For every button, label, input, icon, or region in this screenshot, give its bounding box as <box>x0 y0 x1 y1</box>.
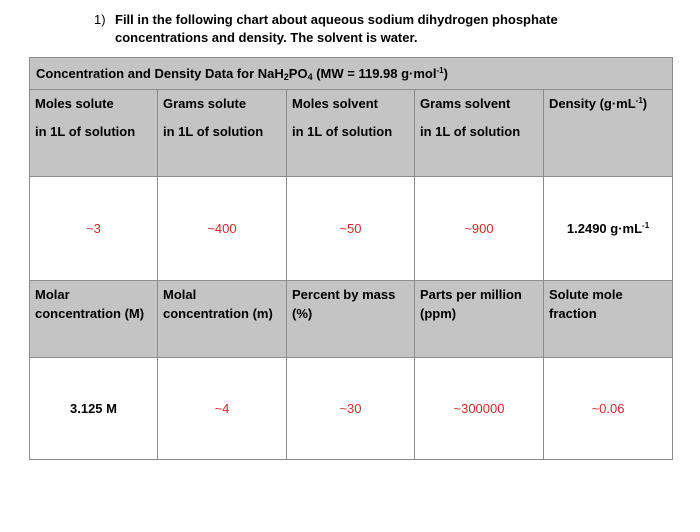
header-density-end: ) <box>642 96 648 111</box>
value-density-text: 1.2490 g·mL <box>566 221 643 236</box>
value-grams-solvent: ~900 <box>415 177 544 281</box>
value-percent-by-mass: ~30 <box>287 358 415 460</box>
value-solute-mole-fraction: ~0.06 <box>544 358 673 460</box>
table-title-superscript: -1 <box>436 66 444 75</box>
question-number: 1) <box>94 12 106 27</box>
values-row-1 <box>30 177 673 281</box>
header-grams-solute-line1: Grams solute <box>163 96 247 111</box>
header-grams-solvent-line2: in 1L of solution <box>420 124 521 139</box>
header-row-1 <box>30 90 673 177</box>
header-moles-solvent-line1: Moles solvent <box>292 96 378 111</box>
table-title-po: PO <box>288 66 308 81</box>
table-title-mw: (MW = 119.98 g·mol <box>312 66 437 81</box>
header-moles-solvent-line2: in 1L of solution <box>292 124 393 139</box>
header-molal-concentration: Molal concentration (m) <box>158 281 287 358</box>
question-line-1: Fill in the following chart about aqueous sodium dihydrogen phosphate <box>115 12 558 27</box>
header-grams-solvent-line1: Grams solvent <box>420 96 511 111</box>
value-density <box>544 177 673 281</box>
header-parts-per-million: Parts per million (ppm) <box>415 281 544 358</box>
value-moles-solvent: ~50 <box>287 177 415 281</box>
values-row-2 <box>30 358 673 460</box>
question-prompt <box>94 11 654 47</box>
header-grams-solvent <box>415 90 544 177</box>
table-title-prefix: Concentration and Density Data for NaH <box>36 66 284 81</box>
header-percent-by-mass: Percent by mass (%) <box>287 281 415 358</box>
value-parts-per-million: ~300000 <box>415 358 544 460</box>
header-moles-solute <box>30 90 158 177</box>
header-density-text: Density (g·mL <box>549 96 636 111</box>
table-title-row <box>30 58 673 90</box>
value-molar-concentration: 3.125 M <box>30 358 158 460</box>
header-solute-mole-fraction: Solute mole fraction <box>544 281 673 358</box>
header-grams-solute <box>158 90 287 177</box>
header-moles-solute-line1: Moles solute <box>35 96 114 111</box>
header-grams-solute-line2: in 1L of solution <box>163 124 264 139</box>
value-density-superscript: -1 <box>642 221 650 230</box>
header-molar-concentration: Molar concentration (M) <box>30 281 158 358</box>
table-title <box>30 58 673 90</box>
table-title-end: ) <box>443 66 448 81</box>
header-moles-solute-line2: in 1L of solution <box>35 124 136 139</box>
value-molal-concentration: ~4 <box>158 358 287 460</box>
header-moles-solvent <box>287 90 415 177</box>
question-line-2: concentrations and density. The solvent is water. <box>115 30 418 45</box>
header-density <box>544 90 673 177</box>
concentration-density-table <box>29 57 673 460</box>
header-density-superscript: -1 <box>635 96 643 105</box>
table-title-subscript-2: 2 <box>283 72 289 82</box>
value-grams-solute: ~400 <box>158 177 287 281</box>
header-row-2 <box>30 281 673 358</box>
table-title-subscript-4: 4 <box>307 72 313 82</box>
value-moles-solute: ~3 <box>30 177 158 281</box>
